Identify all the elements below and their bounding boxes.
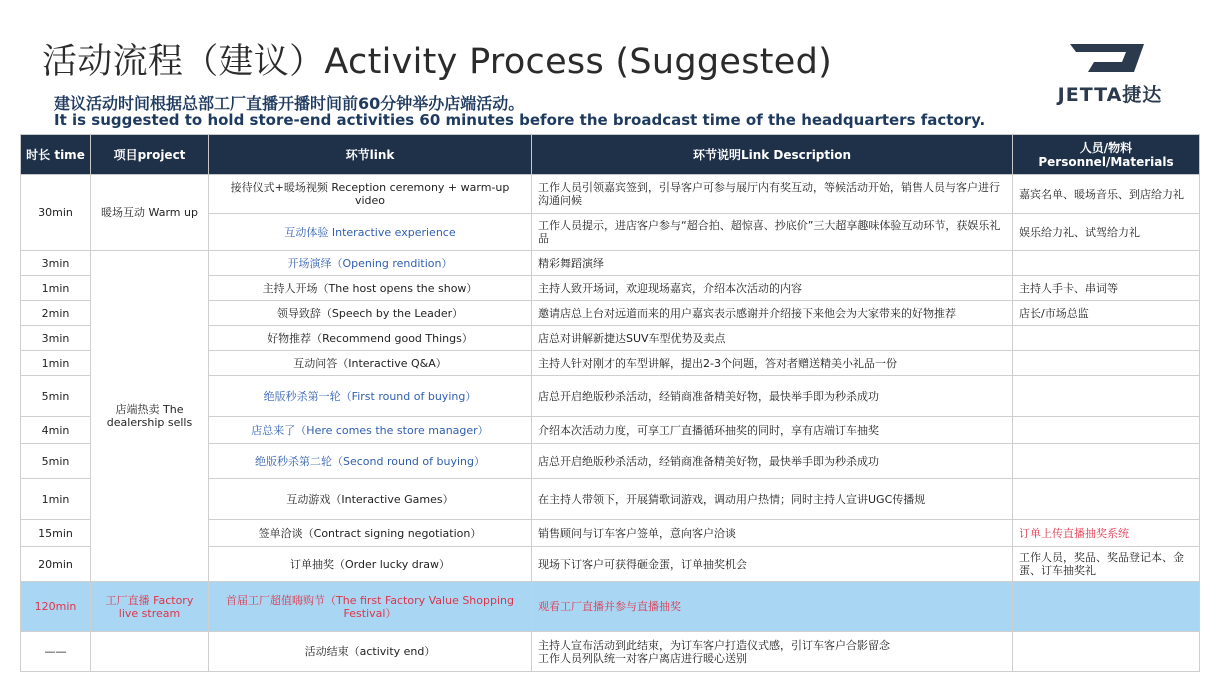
table-row-highlight xyxy=(21,582,1200,632)
cell-link: 绝版秒杀第二轮（Second round of buying） xyxy=(209,444,532,479)
description-line: 工作人员列队统一对客户离店进行暖心送别 xyxy=(538,651,747,665)
activity-process-table xyxy=(20,134,1200,672)
cell-personnel xyxy=(1013,251,1200,276)
cell-link: 店总来了（Here comes the store manager） xyxy=(209,417,532,444)
header-time: 时长 time xyxy=(21,135,91,175)
cell-link: 主持人开场（The host opens the show） xyxy=(209,276,532,301)
header-description: 环节说明Link Description xyxy=(532,135,1013,175)
subtitle-chinese: 建议活动时间根据总部工厂直播开播时间前60分钟举办店端活动。 xyxy=(54,94,525,113)
cell-description: 介绍本次活动力度，可享工厂直播循环抽奖的同时，享有店端订车抽奖 xyxy=(532,417,1013,444)
cell-time: 1min xyxy=(21,479,91,520)
cell-description: 观看工厂直播并参与直播抽奖 xyxy=(532,582,1013,632)
cell-personnel xyxy=(1013,632,1200,672)
jetta-logo xyxy=(1050,42,1170,104)
table-row xyxy=(21,251,1200,276)
cell-description: 现场下订客户可获得砸金蛋，订单抽奖机会 xyxy=(532,547,1013,582)
cell-personnel: 嘉宾名单、暖场音乐、到店给力礼 xyxy=(1013,175,1200,214)
cell-link: 开场演绎（Opening rendition） xyxy=(209,251,532,276)
cell-description: 主持人针对刚才的车型讲解，提出2-3个问题，答对者赠送精美小礼品一份 xyxy=(532,351,1013,376)
cell-time: 30min xyxy=(21,175,91,251)
header-personnel: 人员/物料 Personnel/Materials xyxy=(1013,135,1200,175)
cell-description: 邀请店总上台对远道而来的用户嘉宾表示感谢并介绍接下来他会为大家带来的好物推荐 xyxy=(532,301,1013,326)
cell-time: 3min xyxy=(21,326,91,351)
cell-link: 接待仪式+暖场视频 Reception ceremony + warm-up video xyxy=(209,175,532,214)
cell-time: 5min xyxy=(21,444,91,479)
cell-description: 在主持人带领下，开展猜歌词游戏，调动用户热情；同时主持人宣讲UGC传播规 xyxy=(532,479,1013,520)
cell-personnel xyxy=(1013,444,1200,479)
cell-time: 2min xyxy=(21,301,91,326)
cell-time: —— xyxy=(21,632,91,672)
cell-description xyxy=(532,632,1013,672)
table-header-row xyxy=(21,135,1200,175)
cell-link: 首届工厂超值嗨购节（The first Factory Value Shopping Festival） xyxy=(209,582,532,632)
cell-time: 4min xyxy=(21,417,91,444)
cell-link: 签单洽谈（Contract signing negotiation） xyxy=(209,520,532,547)
cell-description: 工作人员引领嘉宾签到，引导客户可参与展厅内有奖互动，等候活动开始，销售人员与客户进行沟通问候 xyxy=(532,175,1013,214)
cell-description: 工作人员提示，进店客户参与“超合拍、超惊喜、抄底价”三大超享趣味体验互动环节，获娱乐礼品 xyxy=(532,214,1013,251)
cell-personnel: 娱乐给力礼、试驾给力礼 xyxy=(1013,214,1200,251)
cell-time: 20min xyxy=(21,547,91,582)
cell-time: 3min xyxy=(21,251,91,276)
cell-time: 15min xyxy=(21,520,91,547)
cell-time: 1min xyxy=(21,351,91,376)
cell-personnel xyxy=(1013,326,1200,351)
header-project: 项目project xyxy=(91,135,209,175)
cell-project-factory-live: 工厂直播 Factory live stream xyxy=(91,582,209,632)
cell-project-warm-up: 暖场互动 Warm up xyxy=(91,175,209,251)
cell-time: 1min xyxy=(21,276,91,301)
cell-link: 互动游戏（Interactive Games） xyxy=(209,479,532,520)
cell-link: 互动问答（Interactive Q&A） xyxy=(209,351,532,376)
cell-description: 店总开启绝版秒杀活动，经销商准备精美好物，最快举手即为秒杀成功 xyxy=(532,376,1013,417)
table-row xyxy=(21,632,1200,672)
header-link: 环节link xyxy=(209,135,532,175)
cell-project xyxy=(91,632,209,672)
cell-personnel: 工作人员，奖品、奖品登记本、金蛋、订车抽奖礼 xyxy=(1013,547,1200,582)
cell-link: 互动体验 Interactive experience xyxy=(209,214,532,251)
cell-description: 店总开启绝版秒杀活动，经销商准备精美好物，最快举手即为秒杀成功 xyxy=(532,444,1013,479)
cell-personnel xyxy=(1013,351,1200,376)
cell-link: 好物推荐（Recommend good Things） xyxy=(209,326,532,351)
description-line: 主持人宣布活动到此结束，为订车客户打造仪式感，引订车客户合影留念 xyxy=(538,638,890,652)
cell-project-dealership-sells: 店端热卖 The dealership sells xyxy=(91,251,209,582)
cell-link: 活动结束（activity end） xyxy=(209,632,532,672)
cell-personnel xyxy=(1013,417,1200,444)
cell-time: 5min xyxy=(21,376,91,417)
cell-personnel: 主持人手卡、串词等 xyxy=(1013,276,1200,301)
cell-link: 绝版秒杀第一轮（First round of buying） xyxy=(209,376,532,417)
cell-description: 店总对讲解新捷达SUV车型优势及卖点 xyxy=(532,326,1013,351)
cell-link: 订单抽奖（Order lucky draw） xyxy=(209,547,532,582)
cell-personnel: 店长/市场总监 xyxy=(1013,301,1200,326)
logo-text: JETTA捷达 xyxy=(1057,84,1163,106)
cell-description: 精彩舞蹈演绎 xyxy=(532,251,1013,276)
cell-personnel xyxy=(1013,376,1200,417)
subtitle-english: It is suggested to hold store-end activities 60 minutes before the broadcast time of the headquarters factory. xyxy=(54,111,986,129)
cell-description: 主持人致开场词，欢迎现场嘉宾，介绍本次活动的内容 xyxy=(532,276,1013,301)
table-row xyxy=(21,175,1200,214)
page-title: 活动流程（建议）Activity Process (Suggested) xyxy=(42,42,833,82)
jetta-emblem-icon xyxy=(1066,42,1148,76)
cell-personnel xyxy=(1013,479,1200,520)
cell-time: 120min xyxy=(21,582,91,632)
cell-link: 领导致辞（Speech by the Leader） xyxy=(209,301,532,326)
cell-description: 销售顾问与订车客户签单，意向客户洽谈 xyxy=(532,520,1013,547)
cell-personnel: 订单上传直播抽奖系统 xyxy=(1013,520,1200,547)
cell-personnel xyxy=(1013,582,1200,632)
